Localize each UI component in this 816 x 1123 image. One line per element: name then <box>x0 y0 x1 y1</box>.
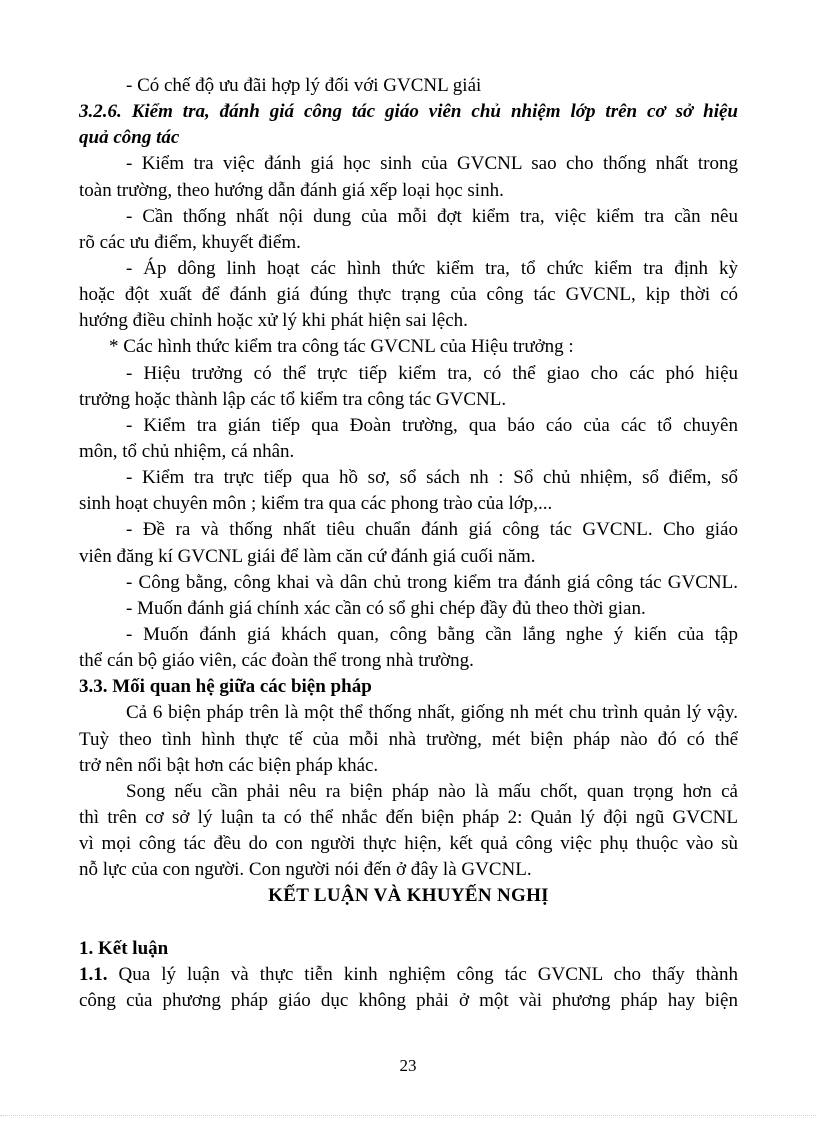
text-line: nỗ lực của con người. Con người nói đến ở đây là GVCNL. <box>79 859 532 881</box>
section-heading-line: 3.3. Mối quan hệ giữa các biện pháp <box>79 676 372 698</box>
item-number: 1.1. <box>79 963 108 985</box>
page-number: 23 <box>399 1056 417 1075</box>
section-heading-line: KẾT LUẬN VÀ KHUYẾN NGHỊ <box>268 885 549 907</box>
section-heading-line: 1. Kết luận <box>79 937 169 959</box>
text-line: - Kiểm tra gián tiếp qua Đoàn trường, qua báo cáo của các tổ chuyên <box>126 414 738 436</box>
text-line: môn, tổ chủ nhiệm, cá nhân. <box>79 440 295 462</box>
text-line: * Các hình thức kiểm tra công tác GVCNL của Hiệu trưởng : <box>109 336 574 358</box>
section-heading-line: quả công tác <box>79 127 180 149</box>
text-line: vì mọi công tác đều do con người thực hiện, kết quả công việc phụ thuộc vào sù <box>79 833 738 855</box>
text-line: sinh hoạt chuyên môn ; kiểm tra qua các phong trào của lớp,... <box>79 493 553 515</box>
text-line: toàn trường, theo hướng dẫn đánh giá xếp loại học sinh. <box>79 179 504 201</box>
footer-divider <box>0 1115 816 1116</box>
text-line: Song nếu cần phải nêu ra biện pháp nào là mấu chốt, quan trọng hơn cả <box>126 780 738 802</box>
text-line: công của phương pháp giáo dục không phải ở một vài phương pháp hay biện <box>79 989 738 1011</box>
text-line: rõ các ưu điểm, khuyết điểm. <box>79 231 301 253</box>
text-line: trở nên nổi bật hơn các biện pháp khác. <box>79 754 379 776</box>
text-line: - Áp dông linh hoạt các hình thức kiểm tra, tổ chức kiểm tra định kỳ <box>126 257 738 279</box>
text-line: - Kiểm tra việc đánh giá học sinh của GVCNL sao cho thống nhất trong <box>126 153 738 175</box>
text-line: thì trên cơ sở lý luận ta có thể nhắc đến biện pháp 2: Quản lý đội ngũ GVCNL <box>79 806 738 828</box>
text-line: - Kiểm tra trực tiếp qua hồ sơ, sổ sách nh : Sổ chủ nhiệm, sổ điểm, sổ <box>126 467 738 489</box>
text-line: viên đăng kí GVCNL giái để làm căn cứ đánh giá cuối năm. <box>79 545 536 567</box>
section-heading-line: 3.2.6. Kiểm tra, đánh giá công tác giáo viên chủ nhiệm lớp trên cơ sở hiệu <box>79 101 738 123</box>
text-line: - Muốn đánh giá chính xác cần có sổ ghi chép đầy đủ theo thời gian. <box>126 597 646 619</box>
text-line: - Cần thống nhất nội dung của mỗi đợt kiểm tra, việc kiểm tra cần nêu <box>126 205 738 227</box>
text-line: thể cán bộ giáo viên, các đoàn thể trong nhà trường. <box>79 650 474 672</box>
text-line: - Muốn đánh giá khách quan, công bằng cần lắng nghe ý kiến của tập <box>126 623 738 645</box>
text-line: Tuỳ theo tình hình thực tế của mỗi nhà trường, mét biện pháp nào đó có thể <box>79 728 738 750</box>
text-line: hướng điều chỉnh hoặc xử lý khi phát hiện sai lệch. <box>79 310 468 332</box>
text-line: hoặc đột xuất để đánh giá đúng thực trạng của công tác GVCNL, kịp thời có <box>79 284 738 306</box>
text-line: - Công bằng, công khai và dân chủ trong kiểm tra đánh giá công tác GVCNL. <box>126 571 738 593</box>
text-line: 1.1. Qua lý luận và thực tiễn kinh nghiệm công tác GVCNL cho thấy thành <box>79 963 738 985</box>
body-text <box>79 73 738 1014</box>
text-line: - Đề ra và thống nhất tiêu chuẩn đánh giá công tác GVCNL. Cho giáo <box>126 519 738 541</box>
text-line: trưởng hoặc thành lập các tổ kiểm tra công tác GVCNL. <box>79 388 507 410</box>
text-line: - Hiệu trưởng có thể trực tiếp kiểm tra, có thể giao cho các phó hiệu <box>126 362 738 384</box>
text-line: - Có chế độ ưu đãi hợp lý đối với GVCNL giái <box>126 75 482 96</box>
text-line: Cả 6 biện pháp trên là một thể thống nhất, giống nh mét chu trình quản lý vậy. <box>126 702 738 724</box>
text-line <box>79 910 738 936</box>
